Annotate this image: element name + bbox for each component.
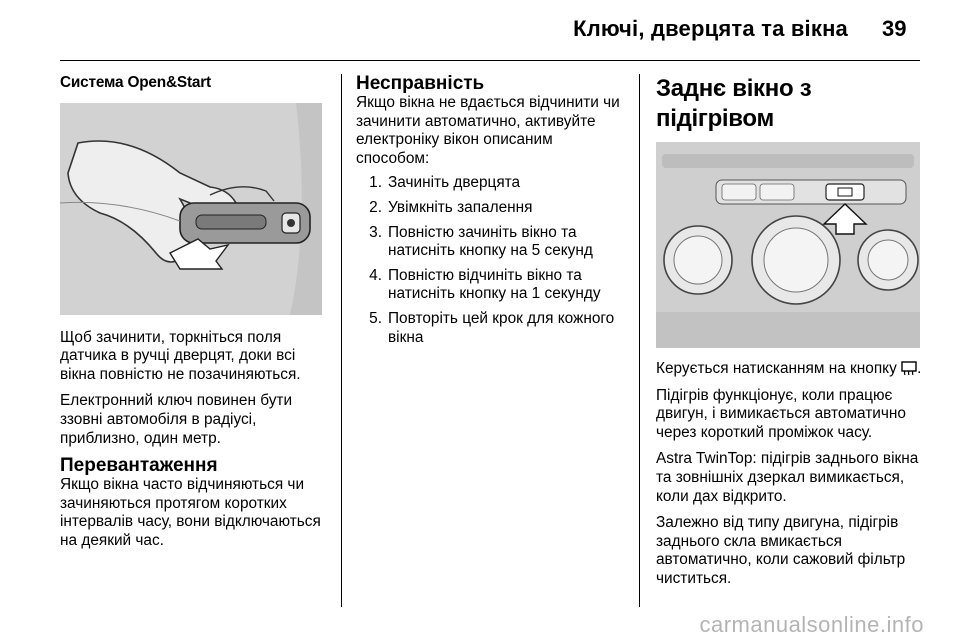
list-item: 1. Зачиніть дверцята (369, 174, 521, 192)
door-handle-illustration (60, 103, 322, 315)
list-item: 3. Повністю зачиніть вікно та натисніть кнопку на 5 секунд (369, 223, 593, 260)
open-start-text-2: Електронний ключ повинен бути ззовні автомобіля в радіусі, приблизно, один метр. (60, 392, 293, 447)
rear-window-text-2: Підігрів функціонує, коли працює двигун, і вимикається автоматично через короткий проміжок часу. (656, 386, 906, 441)
list-item: 5. Повторіть цей крок для кожного вікна (369, 309, 615, 346)
page-number: 39 (882, 16, 907, 41)
column-divider-1 (341, 74, 342, 607)
overload-text: Якщо вікна часто відчиняються чи зачиняються протягом коротких інтервалів часу, вони відключаються на деякий час. (60, 476, 321, 549)
column-rear-window (656, 74, 924, 597)
malfunction-steps (356, 174, 628, 347)
page-title: Ключі, дверцята та вікна (573, 16, 848, 41)
section-heading-open-start: Система Open&Start (60, 74, 211, 91)
rear-window-text-4: Залежно від типу двигуна, підігрів заднього скла вмикається автоматично, коли сажовий фільтр чиститься. (656, 514, 906, 587)
watermark: carmanualsonline.info (699, 612, 924, 637)
column-open-start (60, 74, 330, 559)
column-divider-2 (639, 74, 640, 607)
rear-window-heater-icon (901, 361, 917, 375)
list-item: 2. Увімкніть запалення (369, 198, 533, 216)
rear-window-control-text: Керується натисканням на кнопку . (656, 360, 922, 377)
header-divider (60, 60, 920, 61)
malfunction-intro: Якщо вікна не вдається відчинити чи зачинити автоматично, активуйте електроніку вікон описаним способом: (356, 94, 620, 167)
column-malfunction (356, 74, 628, 353)
section-heading-overload: Перевантаження (60, 455, 218, 477)
section-heading-rear-window: Заднє вікно з підігрівом (656, 75, 812, 132)
rear-window-text-3: Astra TwinTop: підігрів заднього вікна та зовнішніх дзеркал вимикається, коли дах відкрито. (656, 450, 919, 505)
list-item: 4. Повністю відчиніть вікно та натисніть кнопку на 1 секунду (369, 266, 601, 303)
climate-panel-illustration (656, 142, 920, 348)
section-heading-malfunction: Несправність (356, 73, 485, 94)
open-start-text-1: Щоб зачинити, торкніться поля датчика в ручці дверцят, доки всі вікна повністю не позачиняються. (60, 328, 301, 383)
